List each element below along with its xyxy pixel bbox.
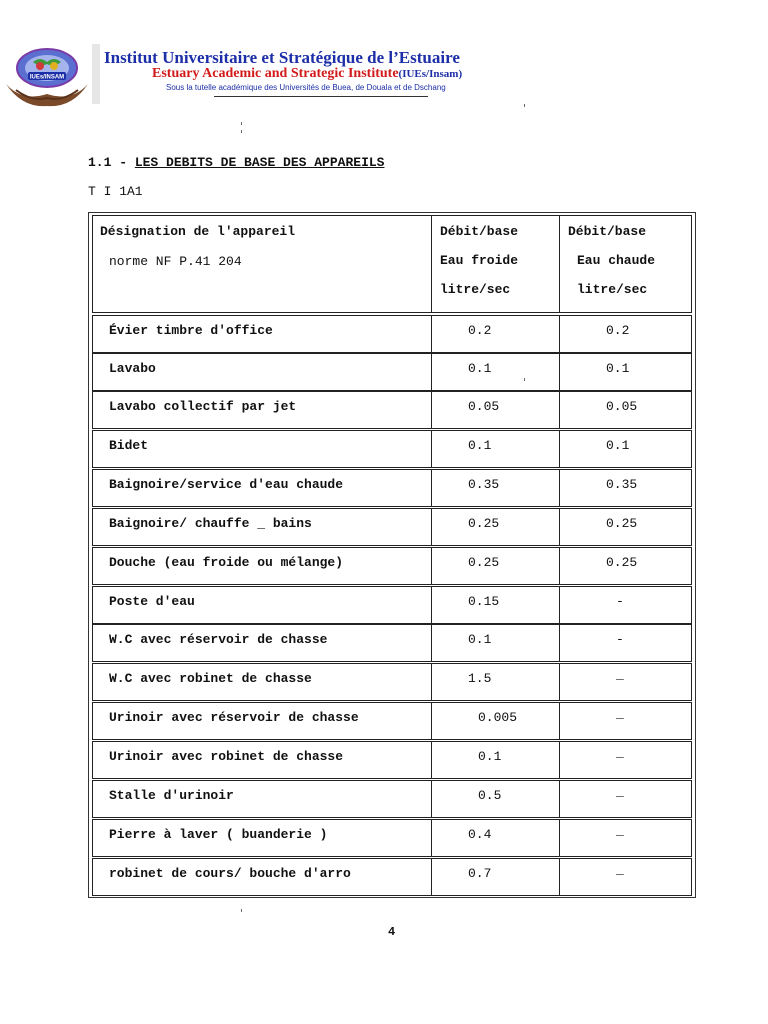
header-designation-line: Désignation de l'appareil <box>100 224 296 239</box>
hot-flow-value: 0.35 <box>606 477 638 492</box>
section-heading <box>88 155 384 170</box>
table-row-name-cell <box>92 508 432 546</box>
table-row-name-cell <box>92 702 432 740</box>
header-cell-designation <box>92 215 432 313</box>
table-row-name-cell <box>92 858 432 896</box>
table-row-name-cell <box>92 819 432 857</box>
hot-flow-value: 0.1 <box>606 361 630 376</box>
header-norm-line: norme NF P.41 204 <box>109 254 242 269</box>
hot-flow-value: 0.25 <box>606 516 638 531</box>
cold-flow-value: 0.05 <box>468 399 500 414</box>
hot-flow-value: 0.2 <box>606 323 630 338</box>
hot-flow-value: _ <box>616 667 624 682</box>
appliance-name: Baignoire/ chauffe _ bains <box>109 516 312 531</box>
cold-flow-value: 0.1 <box>478 749 502 764</box>
hot-flow-value: 0.1 <box>606 438 630 453</box>
scan-speck <box>524 104 525 107</box>
table-row-name-cell <box>92 430 432 468</box>
appliance-name: robinet de cours/ bouche d'arro <box>109 866 351 881</box>
appliance-name: Baignoire/service d'eau chaude <box>109 477 344 492</box>
section-title: LES DEBITS DE BASE DES APPAREILS <box>134 155 385 170</box>
scan-speck <box>241 122 242 125</box>
table-row-cold-cell <box>431 469 560 507</box>
header-cold-line: Eau froide <box>440 253 519 268</box>
appliance-name: Poste d'eau <box>109 594 195 609</box>
institute-tutelle: Sous la tutelle académique des Universités de Buea, de Douala et de Dschang <box>166 83 446 92</box>
cold-flow-value: 0.1 <box>468 632 492 647</box>
table-row-name-cell <box>92 391 432 429</box>
header-cell-hot-water <box>559 215 692 313</box>
table-row-cold-cell <box>431 624 560 662</box>
table-row-name-cell <box>92 586 432 624</box>
page-number: 4 <box>388 925 396 939</box>
appliance-name: Lavabo collectif par jet <box>109 399 297 414</box>
table-row-hot-cell <box>559 315 692 353</box>
hot-flow-value: - <box>616 632 624 647</box>
table-row-hot-cell <box>559 391 692 429</box>
scan-speck <box>524 378 525 381</box>
hot-flow-value: _ <box>616 823 624 838</box>
table-row-cold-cell <box>431 547 560 585</box>
cold-flow-value: 0.7 <box>468 866 492 881</box>
institute-header <box>0 40 768 110</box>
header-cold-line: Débit/base <box>440 224 519 239</box>
table-row-hot-cell <box>559 663 692 701</box>
table-row-name-cell <box>92 624 432 662</box>
table-row-hot-cell <box>559 858 692 896</box>
header-divider-bar <box>92 44 100 104</box>
scan-speck <box>241 909 242 912</box>
hot-flow-value: - <box>616 594 624 609</box>
table-row-hot-cell <box>559 741 692 779</box>
table-row-hot-cell <box>559 780 692 818</box>
header-cell-cold-water <box>431 215 560 313</box>
table-row-cold-cell <box>431 586 560 624</box>
cold-flow-value: 1.5 <box>468 671 492 686</box>
header-hot-line: Eau chaude <box>577 253 656 268</box>
appliance-name: Douche (eau froide ou mélange) <box>109 555 344 570</box>
scan-speck <box>241 130 242 133</box>
institute-title: Institut Universitaire et Stratégique de l’Estuaire <box>104 48 460 67</box>
table-row-hot-cell <box>559 702 692 740</box>
cold-flow-value: 0.1 <box>468 361 492 376</box>
table-row-name-cell <box>92 469 432 507</box>
appliance-name: Urinoir avec robinet de chasse <box>109 749 344 764</box>
table-row-hot-cell <box>559 819 692 857</box>
cold-flow-value: 0.2 <box>468 323 492 338</box>
appliance-name: Urinoir avec réservoir de chasse <box>109 710 359 725</box>
table-row-cold-cell <box>431 315 560 353</box>
appliance-name: Évier timbre d'office <box>109 323 273 338</box>
table-row-name-cell <box>92 741 432 779</box>
cold-flow-value: 0.25 <box>468 516 500 531</box>
cold-flow-value: 0.15 <box>468 594 500 609</box>
cold-flow-value: 0.25 <box>468 555 500 570</box>
hot-flow-value: _ <box>616 745 624 760</box>
institute-abbr: (IUEs/Insam) <box>398 68 463 80</box>
appliance-name: Bidet <box>109 438 149 453</box>
table-row-name-cell <box>92 315 432 353</box>
hot-flow-value: _ <box>616 784 624 799</box>
table-row-cold-cell <box>431 780 560 818</box>
appliance-name: Stalle d'urinoir <box>109 788 234 803</box>
cold-flow-value: 0.35 <box>468 477 500 492</box>
cold-flow-value: 0.005 <box>478 710 518 725</box>
header-cold-line: litre/sec <box>440 282 511 297</box>
hot-flow-value: _ <box>616 862 624 877</box>
table-row-hot-cell <box>559 508 692 546</box>
appliance-name: W.C avec réservoir de chasse <box>109 632 328 647</box>
header-rule <box>214 96 428 97</box>
table-row-hot-cell <box>559 353 692 391</box>
institute-subtitle: Estuary Academic and Strategic Institute(IUEs/Insam) <box>152 66 463 81</box>
table-row-cold-cell <box>431 391 560 429</box>
header-hot-line: Débit/base <box>568 224 647 239</box>
cold-flow-value: 0.4 <box>468 827 492 842</box>
table-row-name-cell <box>92 780 432 818</box>
table-row-cold-cell <box>431 819 560 857</box>
table-row-cold-cell <box>431 663 560 701</box>
svg-text:IUEs/INSAM: IUEs/INSAM <box>29 74 65 81</box>
table-row-hot-cell <box>559 430 692 468</box>
hot-flow-value: 0.05 <box>606 399 638 414</box>
institute-logo <box>2 44 92 108</box>
table-row-name-cell <box>92 353 432 391</box>
table-row-hot-cell <box>559 547 692 585</box>
table-row-hot-cell <box>559 586 692 624</box>
table-id: T I 1A1 <box>88 184 143 199</box>
section-number: 1.1 - <box>88 155 128 170</box>
appliance-name: W.C avec robinet de chasse <box>109 671 312 686</box>
cold-flow-value: 0.5 <box>478 788 502 803</box>
table-row-name-cell <box>92 547 432 585</box>
table-row-name-cell <box>92 663 432 701</box>
cold-flow-value: 0.1 <box>468 438 492 453</box>
table-row-cold-cell <box>431 430 560 468</box>
table-row-cold-cell <box>431 858 560 896</box>
table-row-cold-cell <box>431 353 560 391</box>
table-row-cold-cell <box>431 702 560 740</box>
appliance-name: Lavabo <box>109 361 156 376</box>
table-row-hot-cell <box>559 469 692 507</box>
table-row-cold-cell <box>431 508 560 546</box>
header-hot-line: litre/sec <box>577 282 648 297</box>
appliance-name: Pierre à laver ( buanderie ) <box>109 827 328 842</box>
hot-flow-value: _ <box>616 706 624 721</box>
hot-flow-value: 0.25 <box>606 555 638 570</box>
table-row-hot-cell <box>559 624 692 662</box>
table-row-cold-cell <box>431 741 560 779</box>
